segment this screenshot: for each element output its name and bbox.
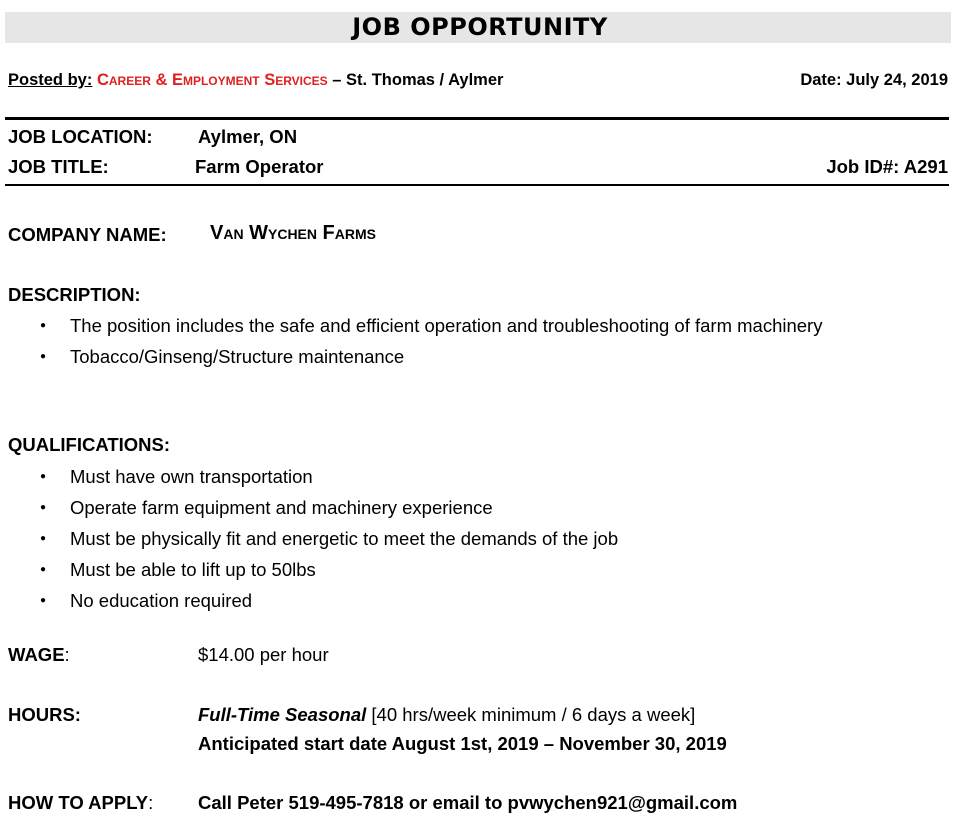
description-heading: DESCRIPTION: xyxy=(8,284,141,305)
divider-bottom xyxy=(5,184,949,186)
posted-by-location: – St. Thomas / Aylmer xyxy=(327,71,504,89)
list-item: ● Tobacco/Ginseng/Structure maintenance xyxy=(0,341,900,372)
posted-by-organization: Career & Employment Services xyxy=(96,71,328,89)
page-title: JOB OPPORTUNITY xyxy=(352,13,608,41)
posting-date: Date: July 24, 2019 xyxy=(800,71,948,89)
job-location-label: JOB LOCATION: xyxy=(8,126,153,147)
hours-detail: [40 hrs/week minimum / 6 days a week] xyxy=(366,704,696,725)
hours-label: HOURS: xyxy=(8,704,81,725)
list-item: ● No education required xyxy=(0,585,618,616)
job-id: Job ID#: A291 xyxy=(826,156,948,177)
posted-by-label: Posted by: xyxy=(8,71,93,89)
wage-value: $14.00 per hour xyxy=(198,644,329,665)
job-location-value: Aylmer, ON xyxy=(198,126,298,147)
list-item: ● The position includes the safe and efficient operation and troubleshooting of farm machinery xyxy=(0,311,900,341)
hours-value xyxy=(198,704,695,726)
list-item: ● Must be physically fit and energetic to meet the demands of the job xyxy=(0,523,618,554)
hours-start-date: Anticipated start date August 1st, 2019 – November 30, 2019 xyxy=(198,733,727,754)
wage-label: WAGE: xyxy=(8,644,70,665)
posted-by xyxy=(8,71,503,90)
apply-instructions: Call Peter 519-495-7818 or email to pvwychen921@gmail.com xyxy=(198,792,738,813)
hours-type: Full-Time Seasonal xyxy=(198,704,367,725)
company-name-label: COMPANY NAME: xyxy=(8,224,167,245)
list-item: ● Must have own transportation xyxy=(0,461,618,492)
qualifications-list xyxy=(0,461,618,616)
company-name-value: Van Wychen Farms xyxy=(210,222,376,244)
description-list xyxy=(0,311,900,372)
list-item: ● Must be able to lift up to 50lbs xyxy=(0,554,618,585)
qualifications-heading: QUALIFICATIONS: xyxy=(8,434,171,455)
apply-label: HOW TO APPLY: xyxy=(8,792,154,813)
job-title-label: JOB TITLE: xyxy=(8,156,109,177)
list-item: ● Operate farm equipment and machinery experience xyxy=(0,492,618,523)
job-title-value: Farm Operator xyxy=(195,156,324,177)
divider-top xyxy=(5,117,949,120)
